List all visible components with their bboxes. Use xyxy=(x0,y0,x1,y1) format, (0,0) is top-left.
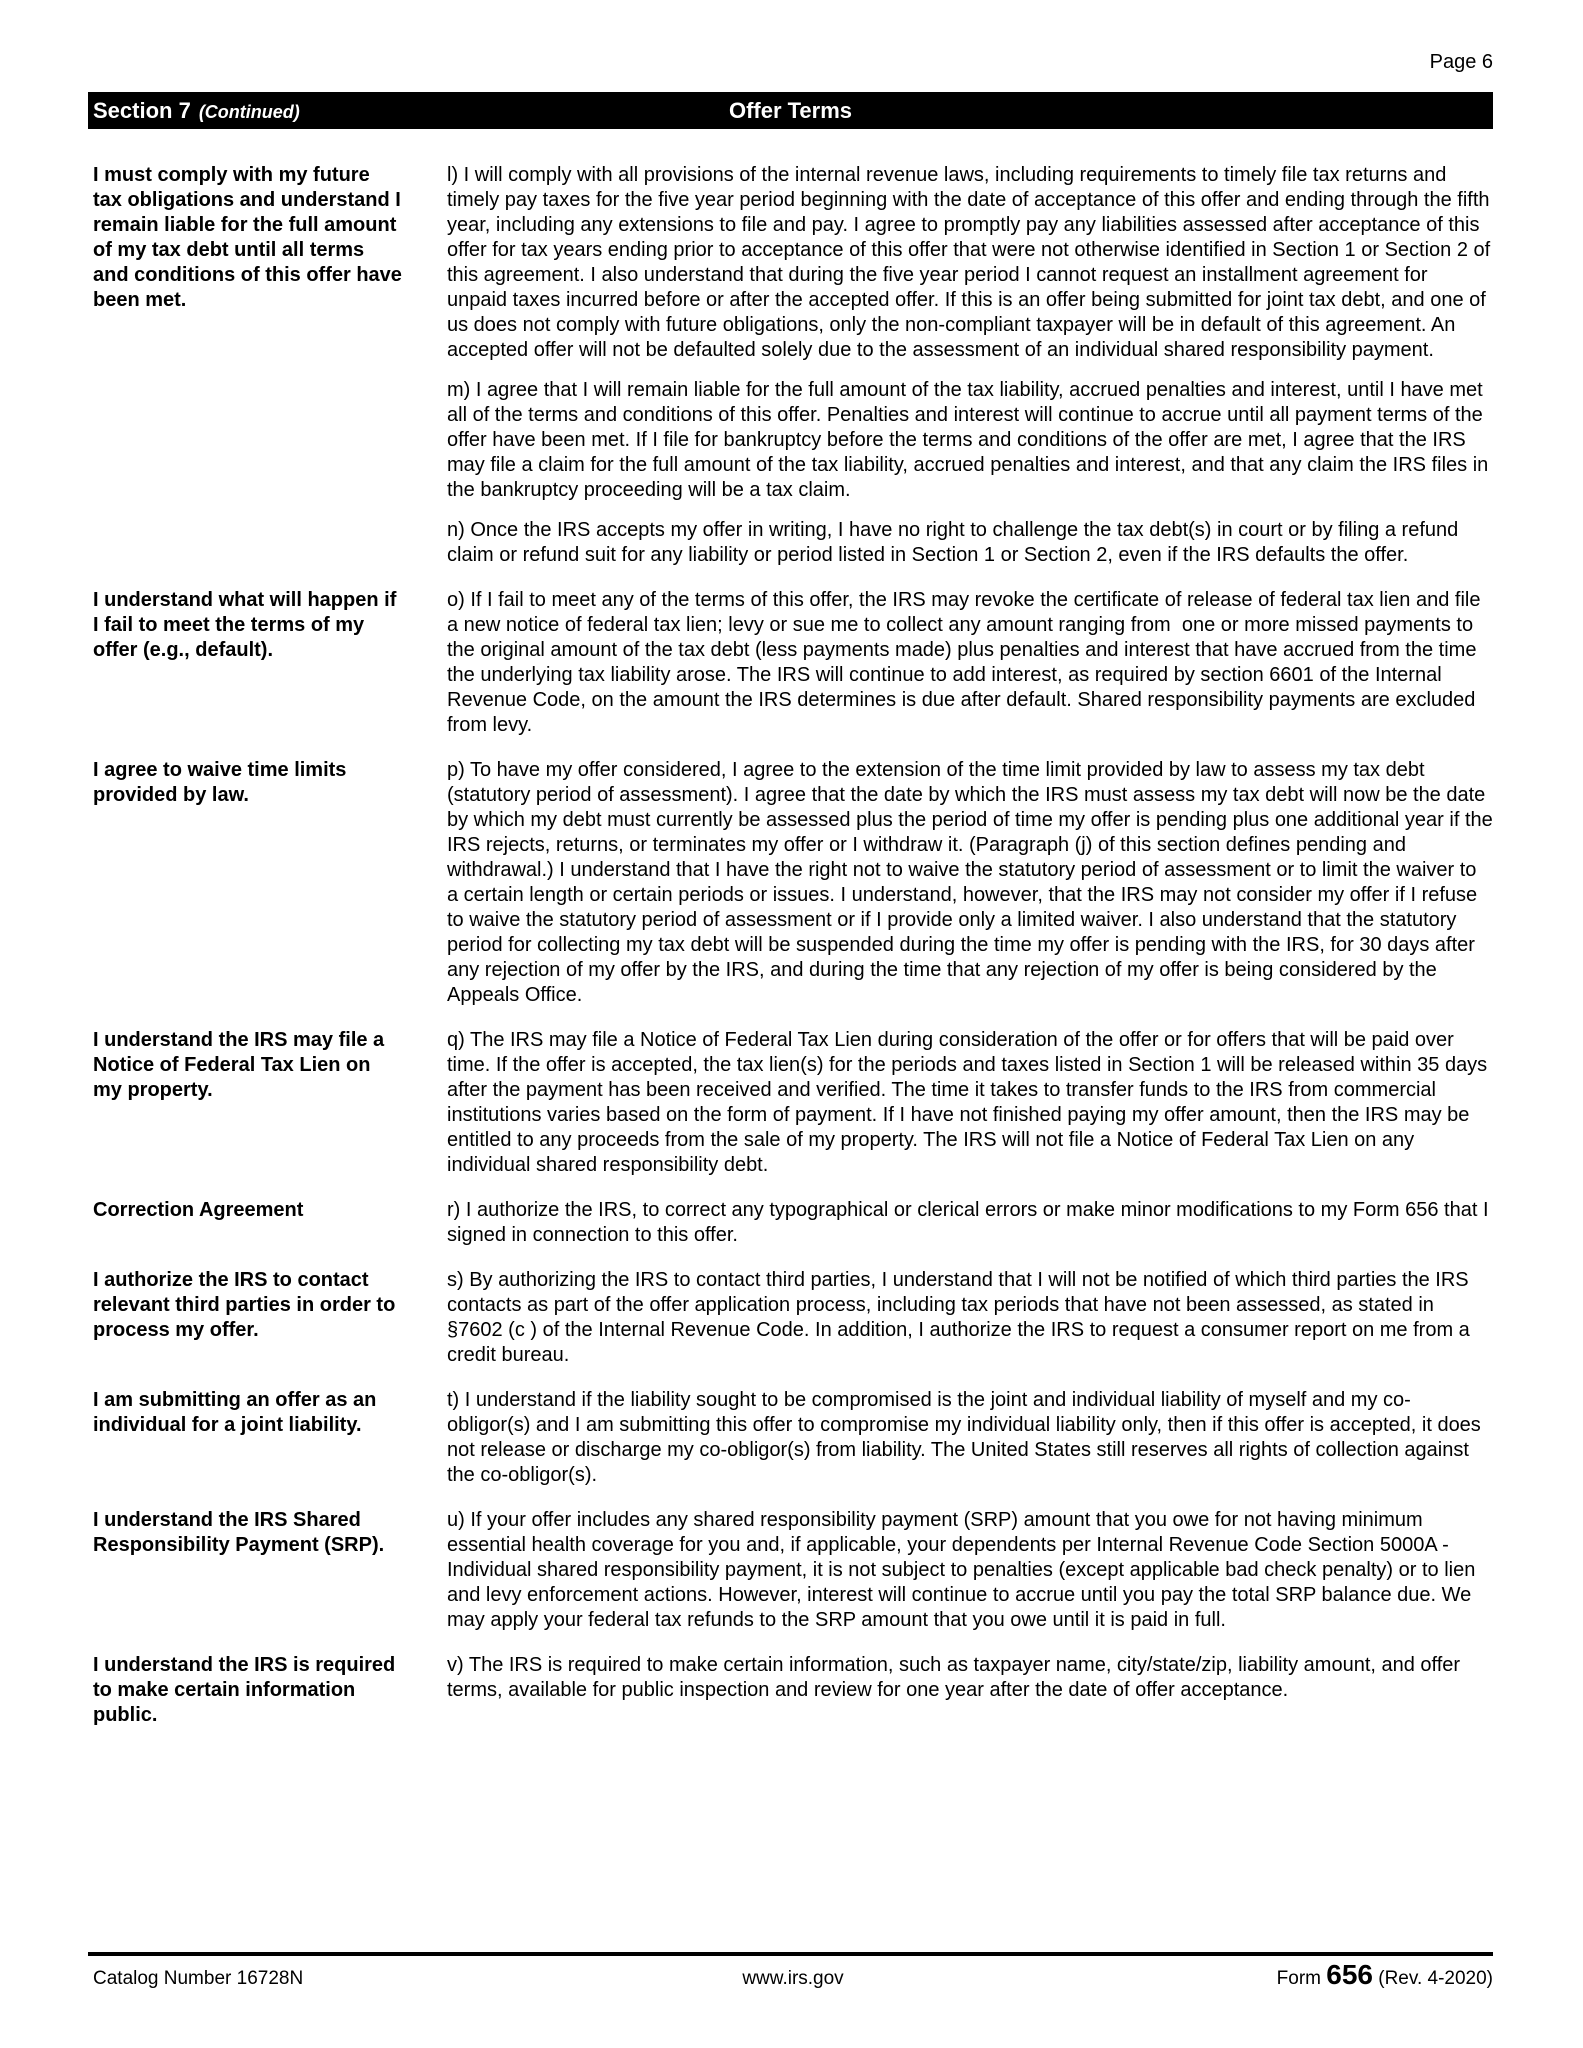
term-content-correction-agreement xyxy=(447,1198,1493,1248)
term-paragraph-p: p) To have my offer considered, I agree to the extension of the time limit provided by law to assess my tax debt (statutory period of assessment). I agree that the date by which the IRS must assess my tax debt will now be the date by which my debt must currently be assessed plus the period of time my offer is pending plus one additional year if the IRS rejects, returns, or terminates my offer or I withdraw it. (Paragraph (j) of this section defines pending and withdrawal.) I understand that I have the right not to waive the statutory period of assessment or to limit the waiver to a certain length or certain periods or issues. I understand, however, that the IRS may not consider my offer if I refuse to waive the statutory period of assessment or if I provide only a limited waiver. I also understand that the statutory period for collecting my tax debt will be suspended during the time my offer is pending with the IRS, for 30 days after any rejection of my offer by the IRS, and during the time that any rejection of my offer is being considered by the Appeals Office. xyxy=(447,759,1499,1006)
footer xyxy=(88,1959,1494,1991)
term-label-public-information: I understand the IRS is required to make certain information public. xyxy=(93,1654,401,1726)
term-content-public-information xyxy=(447,1653,1493,1728)
term-paragraph-t: t) I understand if the liability sought to be compromised is the joint and individual liability of myself and my co-obligor(s) and I am submitting this offer to compromise my individual liability only, then if this offer is accepted, it does not release or discharge my co-obligor(s) from liability. The United States still reserves all rights of collection against the co-obligor(s). xyxy=(447,1389,1487,1486)
term-label-default: I understand what will happen if I fail to meet the terms of my offer (e.g., default). xyxy=(93,589,402,661)
section-header-bar xyxy=(88,92,1493,129)
section-title-text: Section 7 xyxy=(93,97,191,123)
term-paragraph-u: u) If your offer includes any shared responsibility payment (SRP) amount that you owe for not having minimum essential health coverage for you and, if applicable, your dependents per Internal Revenue Code Section 5000A - Individual shared responsibility payment, it is not subject to penalties (except applicable bad check penalty) or to lien and levy enforcement actions. However, interest will continue to accrue until you pay the total SRP balance due. We may apply your federal tax refunds to the SRP amount that you owe until it is paid in full. xyxy=(447,1509,1481,1631)
term-content-joint-liability xyxy=(447,1388,1493,1488)
form-label: Form xyxy=(1276,1968,1321,1989)
offer-terms-title: Offer Terms xyxy=(728,97,853,123)
term-content-default xyxy=(447,588,1493,738)
form-identifier xyxy=(1026,1959,1494,1991)
section-continued-label: (Continued) xyxy=(198,101,300,122)
term-paragraph-v: v) The IRS is required to make certain information, such as taxpayer name, city/state/zip, liability amount, and offer terms, available for public inspection and review for one year after the date of offer acceptance. xyxy=(447,1654,1466,1701)
term-content-contact-third-parties xyxy=(447,1268,1493,1368)
term-content-srp xyxy=(447,1508,1493,1633)
form-revision: (Rev. 4-2020) xyxy=(1378,1968,1494,1989)
offer-terms-table xyxy=(88,163,1499,1728)
term-paragraph-n: n) Once the IRS accepts my offer in writing, I have no right to challenge the tax debt(s) in court or by filing a refund claim or refund suit for any liability or period listed in Section 1 or Section 2, even if the IRS defaults the offer. xyxy=(447,519,1464,566)
term-content-future-tax-obligations xyxy=(447,163,1496,568)
form-number: 656 xyxy=(1326,1959,1373,1990)
page-number: Page 6 xyxy=(1429,51,1493,73)
term-label-joint-liability: I am submitting an offer as an individual for a joint liability. xyxy=(93,1389,382,1436)
term-paragraph-q: q) The IRS may file a Notice of Federal Tax Lien during consideration of the offer or for offers that will be paid over time. If the offer is accepted, the tax lien(s) for the periods and taxes listed in Section 1 will be released within 35 days after the payment has been received and verified. The time it takes to transfer funds to the IRS from commercial institutions varies based on the form of payment. If I have not finished paying my offer amount, then the IRS may be entitled to any proceeds from the sale of my property. The IRS will not file a Notice of Federal Tax Lien on any individual shared responsibility debt. xyxy=(447,1029,1493,1176)
catalog-number: Catalog Number 16728N xyxy=(93,1968,304,1989)
term-paragraph-s: s) By authorizing the IRS to contact third parties, I understand that I will not be notified of which third parties the IRS contacts as part of the offer application process, including tax periods that have not been assessed, as stated in §7602 (c ) of the Internal Revenue Code. In addition, I authorize the IRS to request a consumer report on me from a credit bureau. xyxy=(447,1269,1476,1366)
term-content-waive-time-limits xyxy=(447,758,1499,1008)
footer-divider xyxy=(88,1952,1493,1956)
term-content-federal-tax-lien xyxy=(447,1028,1493,1178)
term-label-contact-third-parties: I authorize the IRS to contact relevant third parties in order to process my offer. xyxy=(93,1269,401,1341)
term-label-srp: I understand the IRS Shared Responsibility Payment (SRP). xyxy=(93,1509,385,1556)
term-label-federal-tax-lien: I understand the IRS may file a Notice of Federal Tax Lien on my property. xyxy=(93,1029,390,1101)
term-label-waive-time-limits: I agree to waive time limits provided by law. xyxy=(93,759,352,806)
term-label-future-tax-obligations: I must comply with my future tax obligations and understand I remain liable for the full amount of my tax debt until all terms and conditions of this offer have been met. xyxy=(93,164,414,311)
section-title xyxy=(88,98,300,124)
term-paragraph-o: o) If I fail to meet any of the terms of this offer, the IRS may revoke the certificate of release of federal tax lien and file a new notice of federal tax lien; levy or sue me to collect any amount ranging from one or more missed payments to the original amount of the tax debt (less payments made) plus penalties and interest that have accrued from the time the underlying tax liability arose. The IRS will continue to add interest, as required by section 6601 of the Internal Revenue Code, on the amount the IRS determines is due after default. Shared responsibility payments are excluded from levy. xyxy=(447,589,1487,736)
term-label-correction-agreement: Correction Agreement xyxy=(93,1199,304,1221)
term-paragraph-m: m) I agree that I will remain liable for the full amount of the tax liability, accrued penalties and interest, until I have met all of the terms and conditions of this offer. Penalties and interest will continue to accrue until all payment terms of the offer have been met. If I file for bankruptcy before the terms and conditions of the offer are met, I agree that the IRS may file a claim for the full amount of the tax liability, accrued penalties and interest, and that any claim the IRS files in the bankruptcy proceeding will be a tax claim. xyxy=(447,379,1494,501)
irs-website: www.irs.gov xyxy=(742,1968,844,1989)
term-paragraph-r: r) I authorize the IRS, to correct any typographical or clerical errors or make minor modifications to my Form 656 that I signed in connection to this offer. xyxy=(447,1199,1495,1246)
term-paragraph-l: l) I will comply with all provisions of the internal revenue laws, including requirements to timely file tax returns and timely pay taxes for the five year period beginning with the date of acceptance of this offer and ending through the fifth year, including any extensions to file and pay. I agree to promptly pay any liabilities assessed after acceptance of this offer for tax years ending prior to acceptance of this offer that were not otherwise identified in Section 1 or Section 2 of this agreement. I also understand that during the five year period I cannot request an installment agreement for unpaid taxes incurred before or after the accepted offer. If this is an offer being submitted for joint tax debt, and one of us does not comply with future obligations, only the non-compliant taxpayer will be in default of this agreement. An accepted offer will not be defaulted solely due to the assessment of an individual shared responsibility payment. xyxy=(447,164,1496,361)
